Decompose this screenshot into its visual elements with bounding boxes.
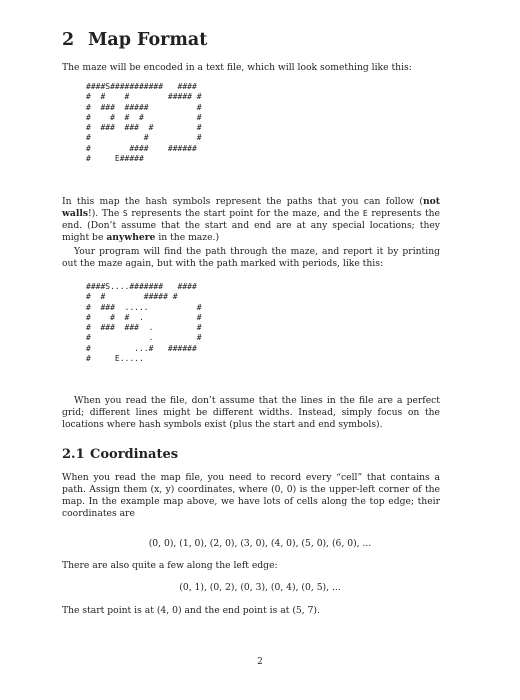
intro-paragraph: The maze will be encoded in a text file, which will look something like this: [62,62,412,73]
maze-example-2 [86,282,202,364]
maze-line: # # # # # [86,112,202,122]
maze-line: # ### ### # # [86,123,202,133]
maze-example-1 [86,82,202,164]
section-number: 2 [62,30,75,50]
page-number: 2 [257,657,263,667]
bold-text: anywhere [106,232,156,243]
left-edge-intro: There are also quite a few along the left edge: [62,560,278,571]
section-title: Map Format [88,30,208,50]
maze-line: # # ##### # [86,292,178,302]
maze-line: # # # [86,133,202,143]
subsection-number: 2.1 [62,447,85,462]
text-run: !). The [88,208,123,219]
subsection-heading [62,447,178,462]
maze-line: # . # [86,333,202,343]
maze-line: # ### ##### # [86,102,202,112]
coordinates-paragraph: When you read the map file, you need to record every “cell” that contains a path. Assign them (x, y) coordinates, where (0, 0) is the upper-left corner of the map. In the example map above, we have lots of cells along the top edge; their coordinates are [62,472,440,519]
section-heading [62,30,207,50]
maze-line: # E##### [86,154,144,164]
explanation-paragraph [62,196,440,244]
text-run: in the maze.) [155,232,220,243]
maze-line: # ...# ###### [86,343,197,353]
maze-line: # ### ..... # [86,302,202,312]
subsection-title: Coordinates [90,447,179,462]
program-paragraph: Your program will find the path through the maze, and report it by printing out the maze again, but with the path marked with periods, like this: [62,246,440,269]
top-edge-coordinates: (0, 0), (1, 0), (2, 0), (3, 0), (4, 0), (5, 0), (6, 0), ... [148,538,372,549]
text-run: represents the end. (Don’t assume that the start and end are at any special locations; they might be [62,208,440,243]
end-symbol: E [362,209,368,218]
left-edge-coordinates: (0, 1), (0, 2), (0, 3), (0, 4), (0, 5), ... [179,582,341,593]
maze-line: ####S########### #### [86,82,197,91]
start-symbol: S [122,209,128,218]
maze-line: # E..... [86,354,144,364]
start-end-paragraph: The start point is at (4, 0) and the end point is at (5, 7). [62,605,320,616]
maze-line: ####S....####### #### [86,282,197,291]
text-run: In this map the hash symbols represent the paths that you can follow ( [62,196,423,207]
maze-line: # # # . # [86,312,202,322]
maze-line: # ### ### . # [86,323,202,333]
bold-text: not walls [62,196,440,219]
maze-line: # #### ###### [86,143,197,153]
text-run: represents the start point for the maze, and the [127,208,363,219]
maze-line: # # # ##### # [86,92,202,102]
file-read-paragraph: When you read the file, don’t assume that the lines in the file are a perfect grid; different lines might be different widths. Instead, simply focus on the locations where hash symbols exist (plus the start and end symbols). [62,395,440,430]
